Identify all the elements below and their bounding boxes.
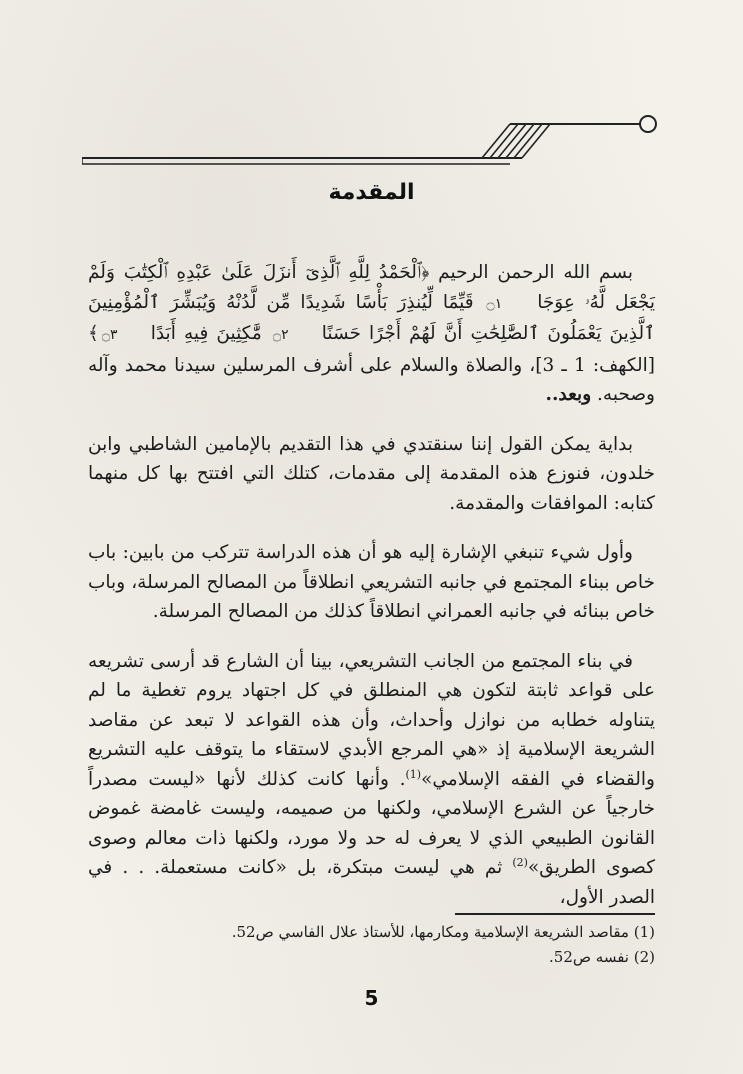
paragraph-3: وأول شيء تنبغي الإشارة إليه هو أن هذه الدراسة تتركب من بابين: باب خاص ببناء المجتمع في جانبه التشريعي انطلاقاً من المصالح المرسلة، وباب خاص ببنائه في جانبه العمراني انطلاقاً كذلك من المصالح المرسلة. bbox=[88, 542, 655, 622]
footnote-2: (2) نفسه ص52. bbox=[549, 948, 655, 966]
header-ornament bbox=[82, 108, 662, 178]
paragraph-4 bbox=[88, 647, 655, 913]
footnotes bbox=[88, 920, 655, 970]
paragraph-4-text-1: في بناء المجتمع من الجانب التشريعي، بينا أن الشارع قد أرسى تشريعه على قواعد ثابتة لتكون هي المنطلق في كل اجتهاد يروم تغطية ما لم يتناوله خطابه من نوازل وأحداث، وأن هذه القواعد لا تبعد عن مقاصد الشريعة الإسلامية إذ «هي المرجع الأبدي لاستقاء ما يتوقف عليه التشريع والقضاء في الفقه الإسلامي» bbox=[88, 650, 655, 790]
footnote-1: (1) مقاصد الشريعة الإسلامية ومكارمها، للأستاذ علال الفاسي ص52. bbox=[231, 923, 655, 941]
ayah-number-2: ۝٢ bbox=[272, 327, 289, 343]
paragraph-4-text-3: ثم هي ليست مبتكرة، بل «كانت مستعملة. . . في الصدر الأول، bbox=[88, 857, 655, 908]
basmala-intro: بسم الله الرحمن الرحيم bbox=[429, 262, 633, 283]
paragraph-4-text-2: . وأنها كانت كذلك لأنها «ليست مصدراً خارجياً عن الشرع الإسلامي، ولكنها من صميمه، وليست غامضة غموض القانون الطبيعي الذي لا يعرف له حد ولا مورد، ولكنها ذات معالم وصوى كصوى الطريق» bbox=[88, 768, 656, 878]
footnote-ref-1[interactable]: (1) bbox=[405, 767, 422, 781]
footnote-divider bbox=[455, 913, 655, 915]
ayah-number-1: ۝١ bbox=[486, 295, 503, 312]
quran-close-bracket: ﴾ bbox=[88, 323, 99, 344]
body-text bbox=[88, 258, 655, 932]
footnote-ref-2[interactable]: (2) bbox=[512, 855, 528, 869]
quran-verse-part-3: مَّٰكِثِينَ فِيهِ أَبَدًا bbox=[150, 323, 262, 344]
page-number: 5 bbox=[364, 986, 379, 1010]
paragraph-1 bbox=[88, 258, 655, 410]
quran-verse-part-1: ﴿ٱلْحَمْدُ لِلَّهِ ٱلَّذِىٓ أَنزَلَ عَلَىٰ عَبْدِهِ ٱلْكِتَٰبَ وَلَمْ يَجْعَل لَّهُۥ عِوَجَا bbox=[88, 262, 655, 313]
verse-reference: [الكهف: 1 ـ 3]، والصلاة والسلام على أشرف المرسلين سيدنا محمد وآله وصحبه. bbox=[88, 354, 655, 405]
paragraph-2: بداية يمكن القول إننا سنقتدي في هذا التقديم بالإمامين الشاطبي وابن خلدون، فنوزع هذه المقدمة إلى مقدمات، كتلك التي افتتح بها كل منهما كتابه: الموافقات والمقدمة. bbox=[88, 433, 655, 514]
page-title: المقدمة bbox=[328, 180, 415, 205]
ayah-number-3: ۝٣ bbox=[101, 327, 118, 343]
quran-verse-part-2: قَيِّمًا لِّيُنذِرَ بَأْسًا شَدِيدًا مِّن لَّدُنْهُ وَيُبَشِّرَ ٱلْمُؤْمِنِينَ ٱلَّذِينَ يَعْمَلُونَ ٱلصَّٰلِحَٰتِ أَنَّ لَهُمْ أَجْرًا حَسَنًا bbox=[88, 291, 655, 344]
wabaad-text: وبعد.. bbox=[545, 384, 592, 405]
